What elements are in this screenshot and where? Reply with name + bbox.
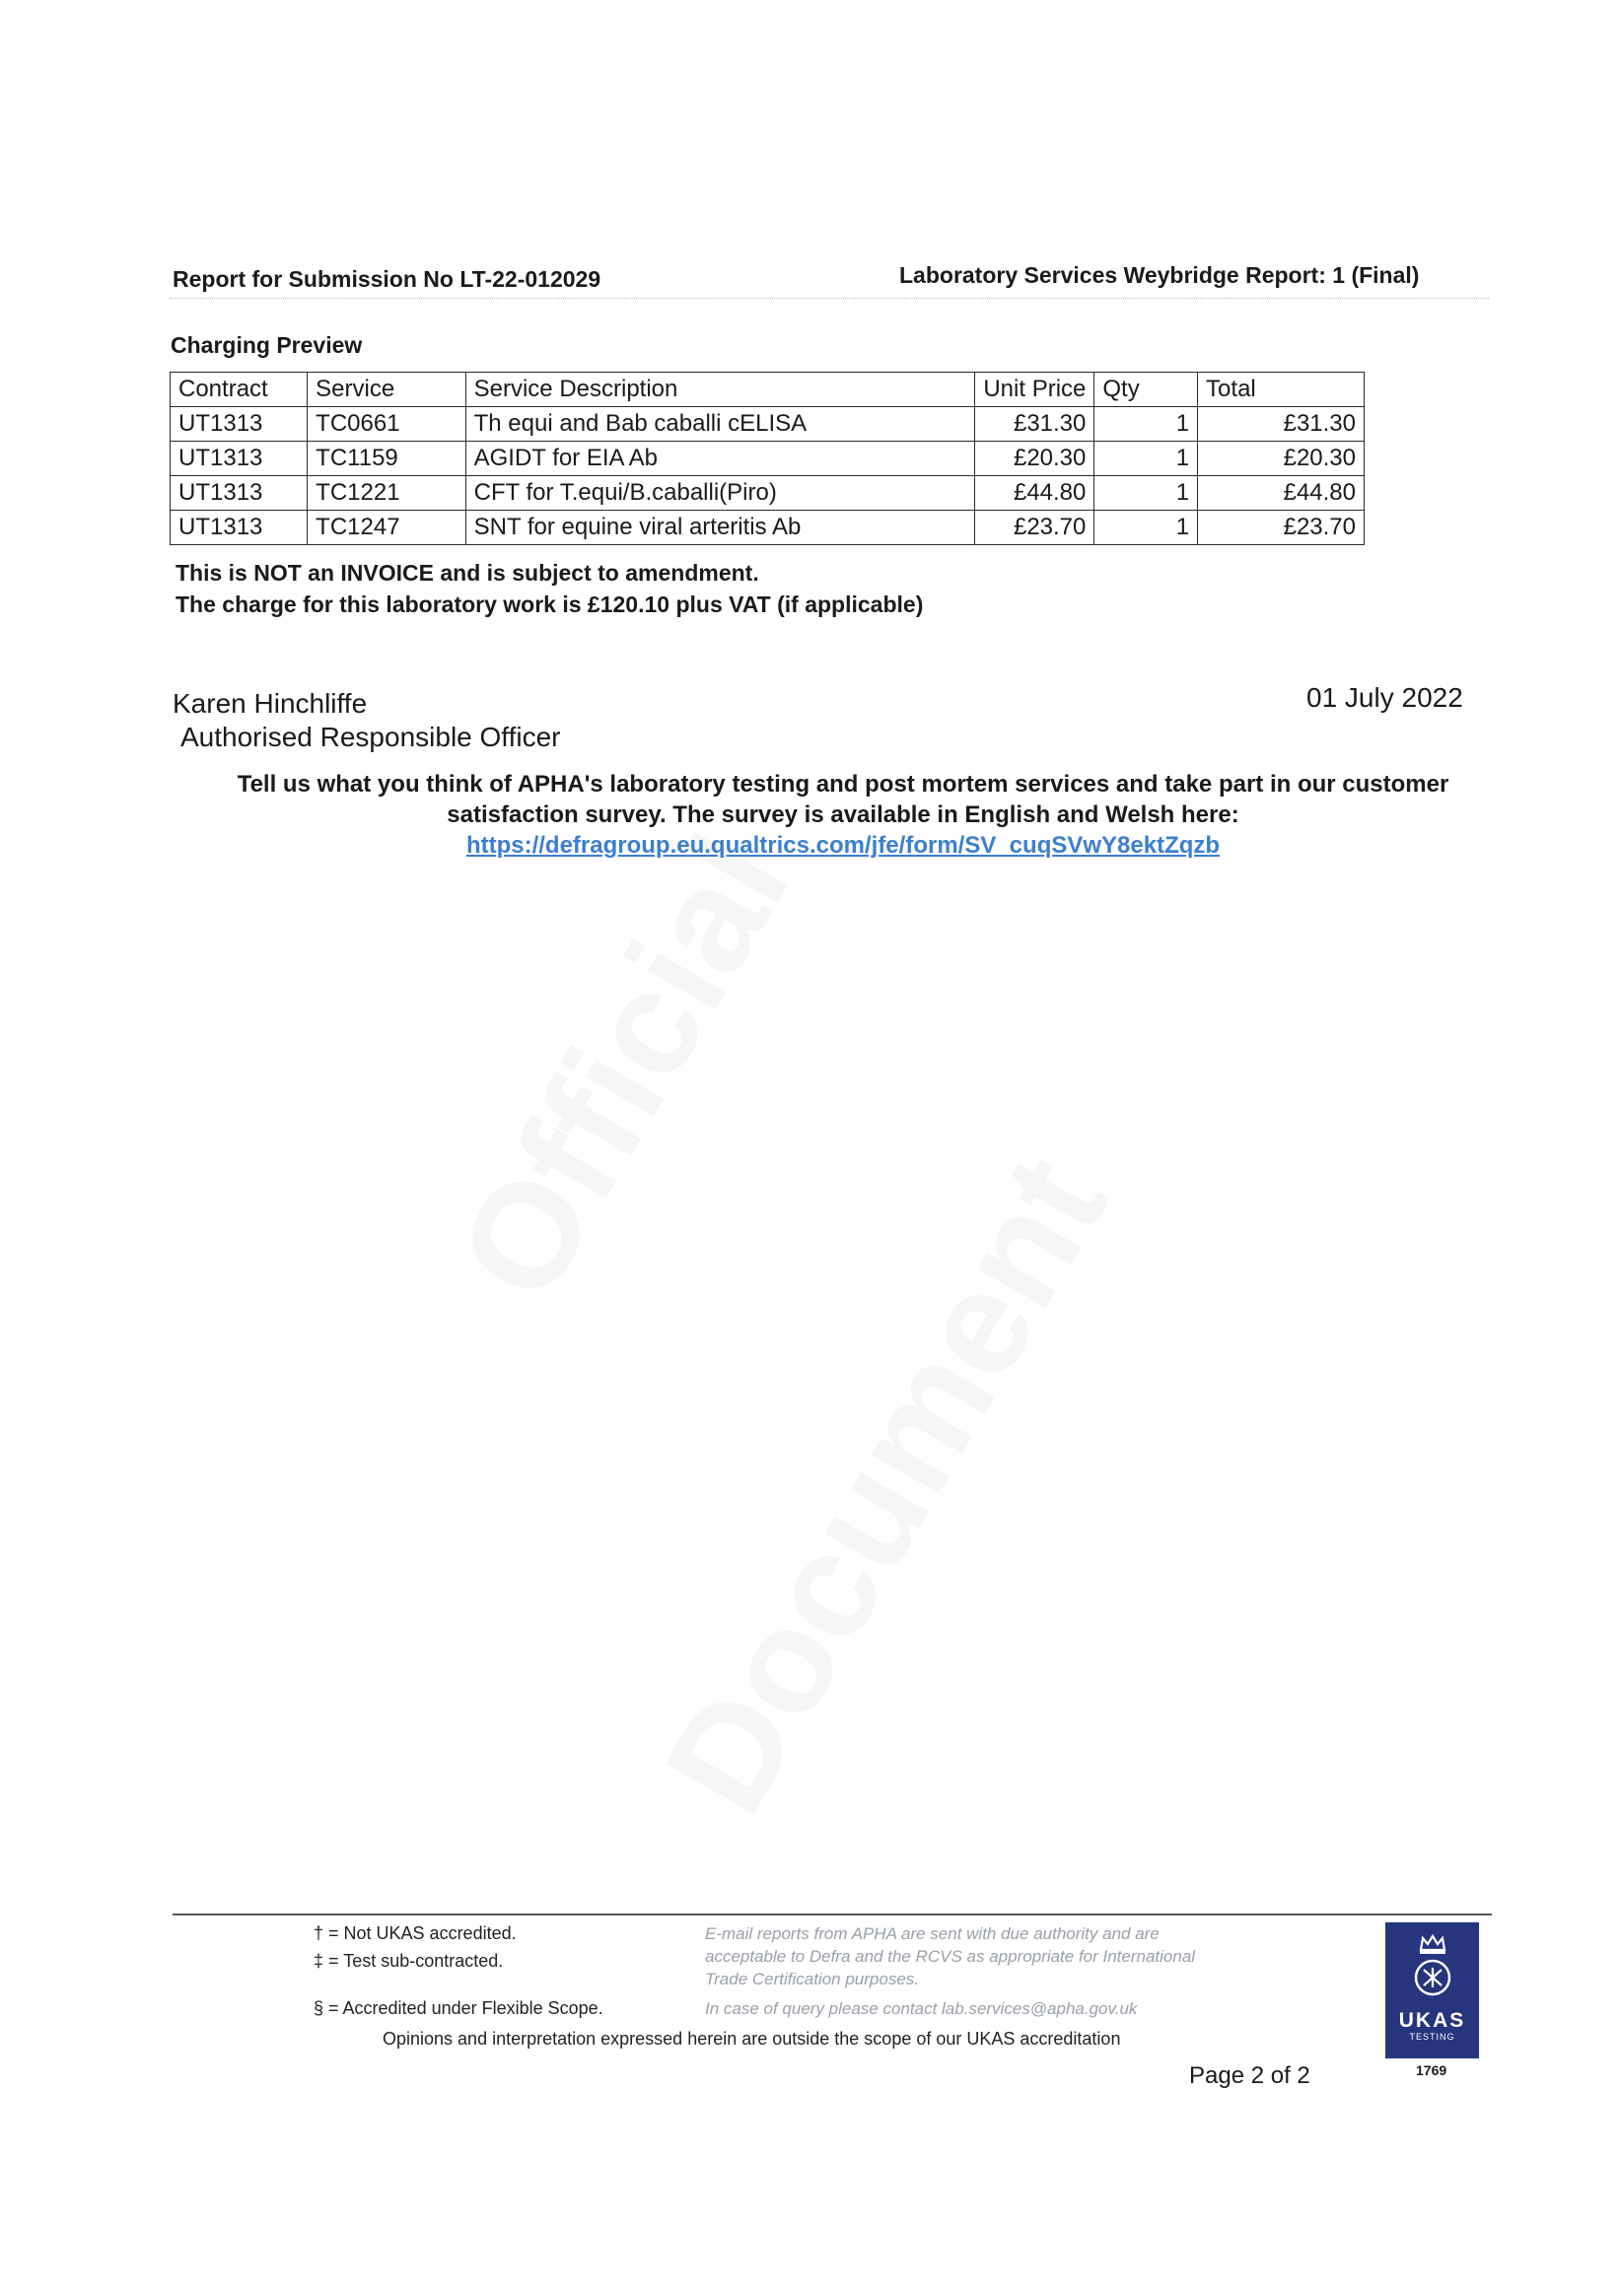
table-row	[171, 407, 1365, 442]
query-contact: In case of query please contact lab.services@apha.gov.uk	[705, 1999, 1138, 2018]
table-header-row	[171, 373, 1365, 407]
table-cell: CFT for T.equi/B.caballi(Piro)	[465, 476, 975, 511]
survey-text-line-1: Tell us what you think of APHA's laboratory testing and post mortem services and take part in our customer	[237, 771, 1449, 798]
column-header: Total	[1198, 373, 1365, 407]
charges-table	[170, 372, 1365, 545]
table-row	[171, 511, 1365, 545]
table-cell: £31.30	[1198, 407, 1365, 442]
signatory-name: Karen Hinchliffe	[173, 688, 368, 719]
table-cell: £31.30	[975, 407, 1094, 442]
email-disclaimer-line: acceptable to Defra and the RCVS as appropriate for International	[705, 1947, 1196, 1966]
column-header: Unit Price	[975, 373, 1094, 407]
table-cell: SNT for equine viral arteritis Ab	[465, 511, 975, 545]
table-cell: £44.80	[975, 476, 1094, 511]
header-divider	[170, 298, 1489, 299]
table-cell: TC0661	[308, 407, 465, 442]
ukas-sub: TESTING	[1409, 2032, 1455, 2042]
table-cell: TC1221	[308, 476, 465, 511]
table-cell: 1	[1094, 442, 1198, 476]
not-invoice-note: This is NOT an INVOICE and is subject to amendment.	[176, 560, 759, 586]
charging-preview-title: Charging Preview	[171, 332, 363, 358]
table-cell: AGIDT for EIA Ab	[465, 442, 975, 476]
ukas-logo	[1385, 1922, 1479, 2058]
footnote-flexible-scope: § = Accredited under Flexible Scope.	[314, 1998, 603, 2018]
table-cell: UT1313	[171, 407, 308, 442]
column-header: Service	[308, 373, 465, 407]
page-number: Page 2 of 2	[1189, 2062, 1310, 2089]
report-title: Laboratory Services Weybridge Report: 1 (Final)	[899, 262, 1420, 288]
survey-link[interactable]: https://defragroup.eu.qualtrics.com/jfe/form/SV_cuqSVwY8ektZqzb	[465, 832, 1221, 859]
signatory-role: Authorised Responsible Officer	[180, 722, 561, 752]
email-disclaimer	[705, 1922, 1195, 1990]
column-header: Contract	[171, 373, 308, 407]
table-cell: 1	[1094, 476, 1198, 511]
footnote-subcontracted: ‡ = Test sub-contracted.	[314, 1951, 504, 1971]
table-cell: TC1247	[308, 511, 465, 545]
ukas-number: 1769	[1416, 2062, 1447, 2078]
table-row	[171, 476, 1365, 511]
column-header: Service Description	[465, 373, 975, 407]
email-disclaimer-line: E-mail reports from APHA are sent with due authority and are	[705, 1924, 1160, 1943]
footnote-not-accredited: † = Not UKAS accredited.	[314, 1923, 517, 1943]
table-cell: £20.30	[1198, 442, 1365, 476]
table-cell: £23.70	[975, 511, 1094, 545]
charge-total-note: The charge for this laboratory work is £120.10 plus VAT (if applicable)	[176, 591, 924, 617]
survey-section	[187, 769, 1499, 861]
table-cell: UT1313	[171, 511, 308, 545]
column-header: Qty	[1094, 373, 1198, 407]
table-cell: UT1313	[171, 442, 308, 476]
table-cell: £20.30	[975, 442, 1094, 476]
watermark-document	[631, 1129, 1141, 1841]
table-cell: 1	[1094, 511, 1198, 545]
table-cell: UT1313	[171, 476, 308, 511]
submission-number: Report for Submission No LT-22-012029	[173, 266, 601, 292]
survey-text-line-2: satisfaction survey. The survey is available in English and Welsh here:	[447, 801, 1239, 828]
report-date: 01 July 2022	[1306, 682, 1463, 713]
table-cell: 1	[1094, 407, 1198, 442]
table-cell: Th equi and Bab caballi cELISA	[465, 407, 975, 442]
table-cell: TC1159	[308, 442, 465, 476]
email-disclaimer-line: Trade Certification purposes.	[705, 1970, 920, 1988]
crown-icon	[1403, 1928, 1462, 2005]
ukas-label: UKAS	[1398, 2009, 1466, 2032]
table-cell: £23.70	[1198, 511, 1365, 545]
watermark-official	[424, 808, 822, 1328]
ukas-scope-statement: Opinions and interpretation expressed herein are outside the scope of our UKAS accreditation	[383, 2029, 1121, 2049]
footer-divider	[173, 1913, 1492, 1915]
table-cell: £44.80	[1198, 476, 1365, 511]
table-row	[171, 442, 1365, 476]
